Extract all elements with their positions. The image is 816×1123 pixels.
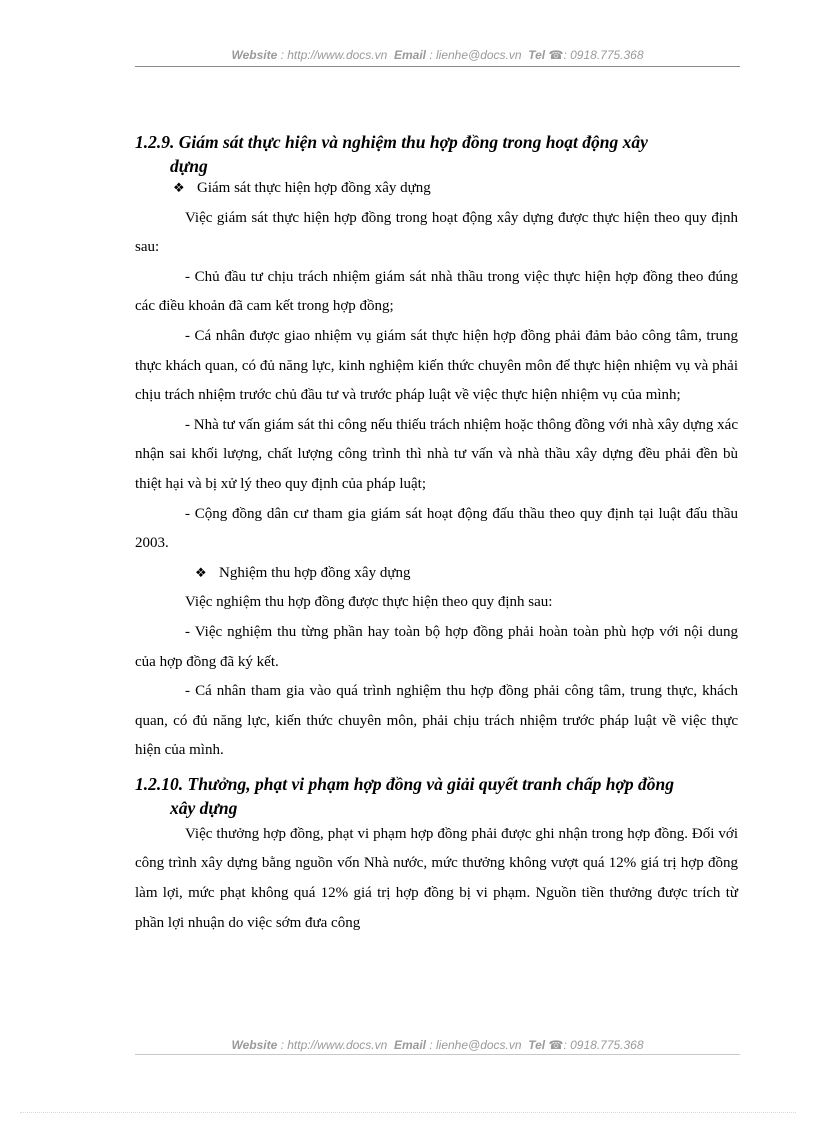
phone-icon: ☎ (548, 48, 564, 62)
footer-rule (135, 1054, 740, 1055)
footer-email-value: : lienhe@docs.vn (426, 1038, 525, 1052)
section-heading-1-2-10 (135, 772, 738, 820)
footer-website-value: : http://www.docs.vn (277, 1038, 391, 1052)
page-bottom-dotted-line (20, 1112, 796, 1113)
paragraph: - Việc nghiệm thu từng phần hay toàn bộ hợp đồng phải hoàn toàn phù hợp với nội dung của hợp đồng đã ký kết. (135, 623, 738, 670)
bullet-item (135, 174, 738, 204)
page-body (135, 130, 738, 938)
heading-line-2: xây dựng (170, 797, 238, 818)
header-email-value: : lienhe@docs.vn (426, 48, 525, 62)
phone-icon: ☎ (548, 1038, 564, 1052)
heading-line-1: 1.2.9. Giám sát thực hiện và nghiệm thu hợp đồng trong hoạt động xây (135, 132, 648, 152)
header-email-label: Email (393, 48, 426, 62)
header-website-value: : http://www.docs.vn (277, 48, 391, 62)
footer-tel-value: : 0918.775.368 (563, 1038, 644, 1052)
paragraph: - Chủ đầu tư chịu trách nhiệm giám sát nhà thầu trong việc thực hiện hợp đồng theo đúng các điều khoản đã cam kết trong hợp đồng; (135, 268, 738, 315)
bullet-item (135, 559, 738, 589)
bullet-text: Giám sát thực hiện hợp đồng xây dựng (197, 180, 431, 196)
paragraph: Việc nghiệm thu hợp đồng được thực hiện theo quy định sau: (185, 594, 553, 611)
section-heading-1-2-9 (135, 130, 738, 178)
paragraph: - Cộng đồng dân cư tham gia giám sát hoạt động đấu thầu theo quy định tại luật đấu thầu 2003. (135, 505, 738, 552)
heading-line-1: 1.2.10. Thưởng, phạt vi phạm hợp đồng và giải quyết tranh chấp hợp đồng (135, 773, 674, 794)
header-tel-value: : 0918.775.368 (563, 48, 644, 62)
paragraph: Việc giám sát thực hiện hợp đồng trong hoạt động xây dựng được thực hiện theo quy định sau: (135, 209, 738, 256)
diamond-bullet-icon: ❖ (195, 565, 207, 581)
footer-email-label: Email (393, 1038, 426, 1052)
header-tel-label: Tel (528, 48, 546, 62)
page-header (135, 47, 740, 63)
header-rule (135, 66, 740, 67)
paragraph: - Cá nhân được giao nhiệm vụ giám sát thực hiện hợp đồng phải đảm bảo công tâm, trung thực khách quan, có đủ năng lực, kinh nghiệm kiến thức chuyên môn để thực hiện nhiệm vụ và phải chịu trách nhiệm trước chủ đầu tư và trước pháp luật về việc thực hiện nhiệm vụ của mình; (135, 327, 738, 404)
bullet-text: Nghiệm thu hợp đồng xây dựng (219, 564, 411, 581)
header-website-label: Website (231, 48, 278, 62)
diamond-bullet-icon: ❖ (173, 181, 185, 196)
page-footer (135, 1037, 740, 1053)
heading-line-2: dựng (170, 156, 208, 176)
paragraph: - Cá nhân tham gia vào quá trình nghiệm thu hợp đồng phải công tâm, trung thực, khách quan, có đủ năng lực, kiến thức chuyên môn, phải chịu trách nhiệm trước pháp luật về việc thực hiện của mình. (135, 683, 738, 759)
footer-website-label: Website (231, 1038, 278, 1052)
footer-tel-label: Tel (528, 1038, 546, 1052)
paragraph: - Nhà tư vấn giám sát thi công nếu thiếu trách nhiệm hoặc thông đồng với nhà xây dựng xác nhận sai khối lượng, chất lượng công trình thì nhà tư vấn và nhà thầu xây dựng đều phải đền bù thiệt hại và bị xử lý theo quy định của pháp luật; (135, 416, 738, 492)
paragraph: Việc thưởng hợp đồng, phạt vi phạm hợp đồng phải được ghi nhận trong hợp đồng. Đối với công trình xây dựng bằng nguồn vốn Nhà nước, mức thưởng không vượt quá 12% giá trị hợp đồng làm lợi, mức phạt không quá 12% giá trị hợp đồng bị vi phạm. Nguồn tiền thưởng được trích từ phần lợi nhuận do việc sớm đưa công (135, 825, 738, 931)
